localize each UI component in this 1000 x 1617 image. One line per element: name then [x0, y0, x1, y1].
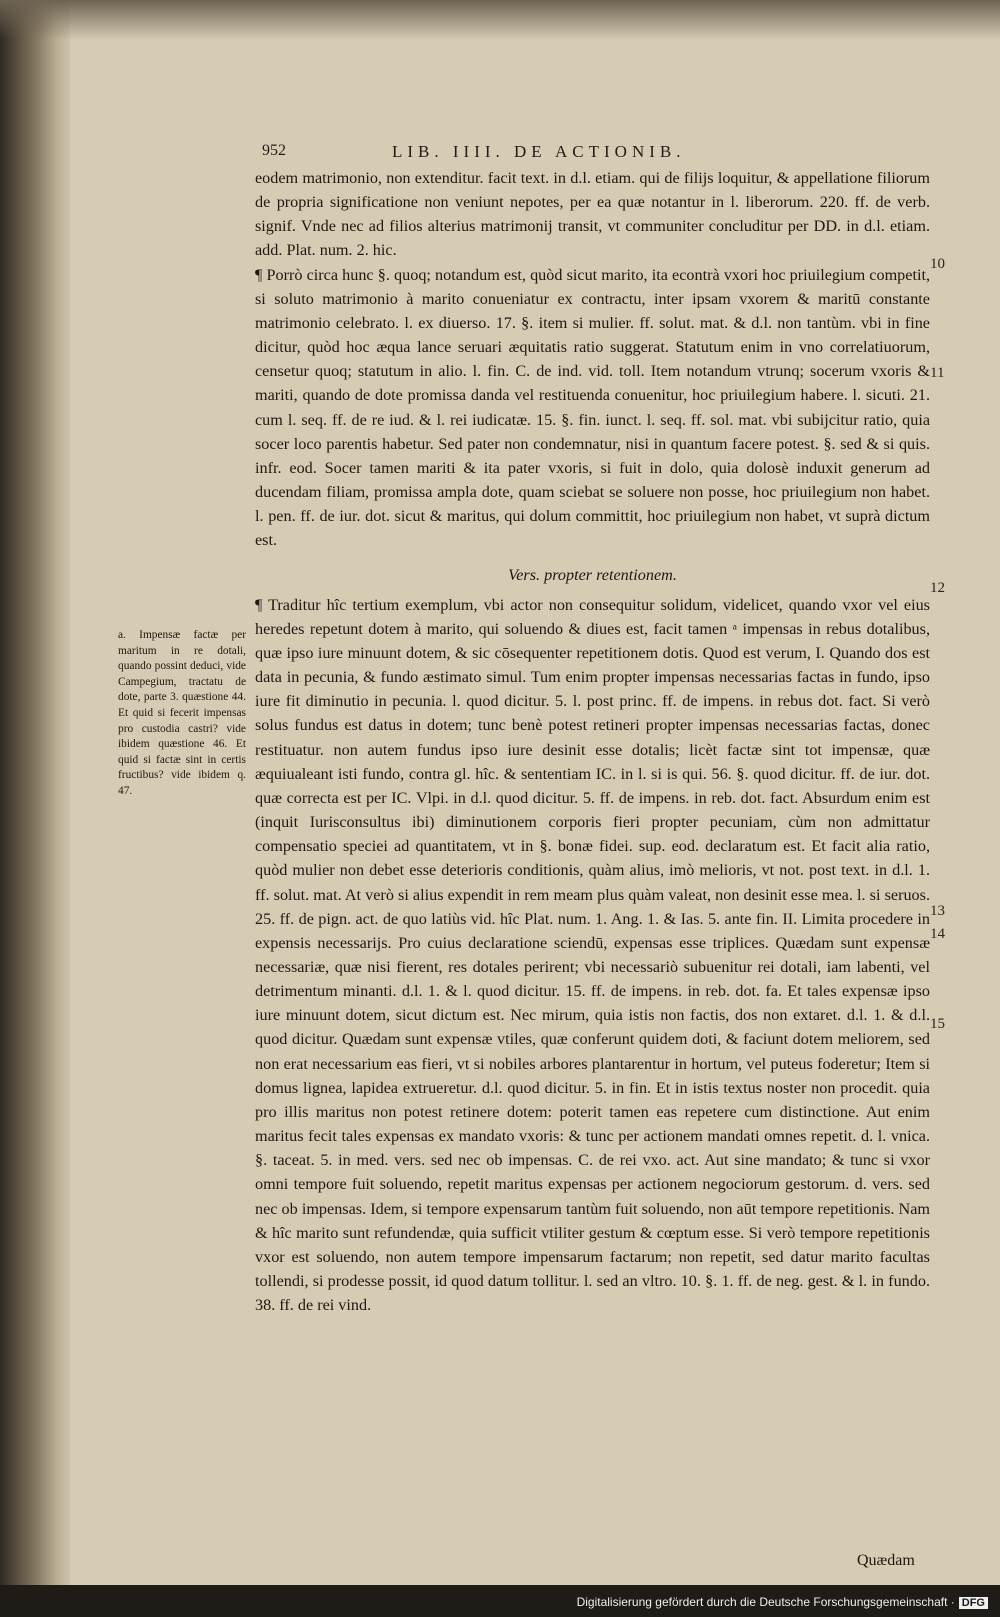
line-number: 10 — [930, 256, 945, 272]
running-head: LIB. IIII. DE ACTIONIB. — [392, 142, 686, 161]
section-heading: Vers. propter retentionem. — [508, 565, 677, 584]
paragraph-2: ¶ Porrò circa hunc §. quoq; notandum est, quòd sicut marito, ita econtrà vxori hoc priuilegium competit, si soluto matrimonio à marito conueniatur ex contractu, inter ipsam vxorem & maritū constante matrimonio celebrato. l. ex diuerso. 17. §. item si mulier. ff. solut. mat. & d.l. non tantùm. vbi in fine dicitur, quòd hoc æqua lance seruari æquitatis ratio suggerat. Statutum enim in vno correlatiuorum, censetur quoq; statutum in alio. l. fin. C. de ind. vid. toll. Item notandum vtrunq; socerum vxoris & mariti, quando de dote promissa danda vel restituenda conuenitur, hoc priuilegium habere. l. sicuti. 21. cum l. seq. ff. de re iud. & l. rei iudicatæ. 15. §. fin. iunct. l. seq. ff. sol. mat. vbi subijcitur ratio, quia socer loco parentis habetur. Sed pater non condemnatur, nisi in quantum facere potest. §. sed & si quis. infr. eod. Socer tamen mariti & ita pater vxoris, si fuit in dolo, quia dolosè induxit generum ad ducendam filiam, promissa ampla dote, quam sciebat se soluere non posse, hoc priuilegium non habet. l. pen. ff. de iur. dot. sicut & maritus, qui dolum committit, hoc priuilegium non habet, vt suprà dictum est. — [255, 265, 930, 550]
page-number: 952 — [262, 142, 286, 159]
digitization-credit — [577, 1595, 988, 1609]
line-number: 12 — [930, 580, 945, 596]
dfg-logo: DFG — [959, 1597, 988, 1609]
page-header — [262, 142, 952, 164]
marginal-note: a. Impensæ factæ per maritum in re dotali, quando possint deduci, vide Campegium, tractatu de dote, parte 3. quæstione 44. Et quid si fecerit impensas pro custodia castri? vide ibidem quæstione 46. Et quid si factæ sint in certis fructibus? vide ibidem q. 47. — [118, 629, 246, 797]
main-text — [255, 166, 930, 1317]
line-number: 13 — [930, 903, 945, 919]
line-number: 14 — [930, 926, 945, 942]
book-spine-edge — [0, 0, 70, 1617]
credit-text: Digitalisierung gefördert durch die Deutsche Forschungsgemeinschaft · — [576, 1595, 955, 1609]
top-shadow — [0, 0, 1000, 40]
paragraph-1: eodem matrimonio, non extenditur. facit text. in d.l. etiam. qui de filijs loquitur, & appellatione filiorum de propria significatione non veniunt nepotes, per ea quæ notantur in l. liberorum. 220. ff. de verb. signif. Vnde nec ad filios alterius matrimonij transit, vt communiter concluditur per DD. in d.l. etiam. add. Plat. num. 2. hic. — [255, 169, 930, 260]
line-number: 15 — [930, 1016, 945, 1032]
catchword: Quædam — [857, 1552, 915, 1569]
paragraph-3: ¶ Traditur hîc tertium exemplum, vbi actor non consequitur solidum, videlicet, quando vxor vel eius heredes repetunt dotem à marito, qui soluendo & diues est, facit tamen ᵃ impensas in rebus dotalibus, quæ ipso iure minuunt dotem, & sic cōsequenter repetitionem dotis. Quod est verum, I. Quando dos est data in pecunia, & fundo æstimato simul. Tum enim propter impensas necessarias factas in fundo, ipso iure fit diminutio in pecunia. l. quod dicitur. 5. l. post princ. ff. de impens. in rebus dot. fact. Si verò solus fundus est datus in dotem; tunc benè potest retineri propter impensas necessarias factas, donec restituatur. non autem fundus ipso iure desinit esse dotalis; licèt factæ sint tot impensæ, quæ æquiualeant isti fundo, contra gl. hîc. & sententiam IC. in l. si is qui. 56. §. quod dicitur. ff. de iur. dot. quæ correcta est per IC. Vlpi. in d.l. quod dicitur. 5. ff. de impens. in reb. dot. fact. Absurdum enim est (inquit Iurisconsultus ibi) diminutionem corporis fieri propter pecuniam, cùm non admittatur compensatio speciei ad quantitatem, vt in §. bonæ fidei. sup. eod. declaratum est. Et facit alia ratio, quòd mulier non debet esse deterioris conditionis, quàm alius, imò melioris, vt not. post text. in d.l. 1. ff. solut. mat. At verò si alius expendit in rem meam plus quàm valeat, non desinit esse mea. l. si seruos. 25. ff. de pign. act. de quo latiùs vid. hîc Plat. num. 1. Ang. 1. & Ias. 5. ante fin. II. Limita procedere in expensis necessarijs. Pro cuius declaratione sciendū, expensas esse triplices. Quædam sunt expensæ necessariæ, quæ nisi fierent, res dotales perirent; vbi necessariò subuenitur rei dotali, iam labenti, vel detrimentum minanti. d.l. 1. & l. quod dicitur. 15. ff. de impens. in reb. dot. fa. Et tales expensæ ipso iure minuunt dotem, sicut dictum est. Nec mirum, quia istis non factis, dos non extaret. d.l. 1. & d.l. quod dicitur. Quædam sunt expensæ vtiles, quæ conferunt quidem doti, & faciunt dotem meliorem, sed non erat necessarium eas fieri, vt si nobiles arbores plantarentur in hortum, vel puteus foderetur; Item si domus lignea, lapidea extrueretur. d.l. quod dicitur. 5. in fin. Et in istis textus noster non procedit. quia pro illis maritus non potest retinere dotem: poterit tamen eas repetere cum distinctione. Aut enim maritus fecit tales expensas ex mandato vxoris: & tunc per actionem mandati omnes repetit. d. l. vnica. §. taceat. 5. in med. vers. sed nec ob impensas. C. de rei vxo. act. Aut sine mandato; & tunc si vxor omni tempore fuit soluendo, repetit maritus expensas per actionem negociorum gestorum. d. vers. sed nec ob impensas. Idem, si tempore expensarum tantùm fuit soluendo, non aūt tempore repetitionis. Nam & hîc marito sunt refundendæ, quia sufficit vtiliter gestum & cœptum esse. Si verò tempore repetitionis vxor est soluendo, non autem tempore impensarum factarum; non repetit, sed datur marito facultas tollendi, si prodesse possit, id quod datum tollitur. l. sed an vltro. 10. §. 1. ff. de neg. gest. & l. in fundo. 38. ff. de rei vind. — [255, 595, 930, 1315]
line-number: 11 — [930, 365, 945, 381]
